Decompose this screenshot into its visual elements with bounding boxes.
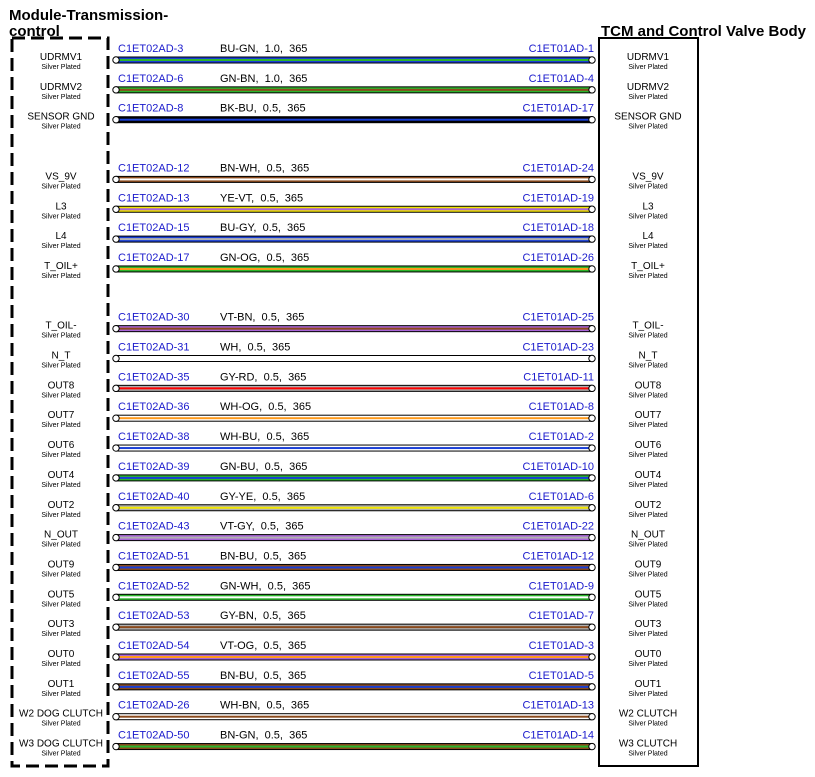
wire-spec: VT-GY, 0.5, 365 (220, 520, 304, 533)
wire (113, 401, 595, 422)
left-signal-name: UDRMV2 (39, 81, 83, 93)
left-signal-name: OUT0 (47, 649, 75, 660)
right-pin-label (628, 261, 667, 280)
right-terminal (589, 236, 595, 242)
right-signal-name: T_OIL- (632, 320, 664, 332)
wire (113, 431, 595, 452)
right-plating-note: Silver Plated (628, 541, 668, 549)
left-pin-id: C1ET02AD-40 (118, 490, 190, 503)
right-pin-label (619, 709, 677, 728)
left-pin-id: C1ET02AD-53 (118, 610, 190, 623)
left-signal-name: N_OUT (44, 529, 78, 541)
right-signal-name: N_OUT (631, 529, 665, 541)
right-plating-note: Silver Plated (628, 93, 668, 101)
right-module-title: TCM and Control Valve Body (600, 23, 806, 40)
right-pin-id: C1ET01AD-10 (522, 460, 594, 473)
left-terminal (113, 445, 119, 451)
wire-stripe-color (116, 417, 592, 419)
right-pin-label (628, 351, 667, 370)
right-terminal (589, 325, 595, 331)
wire-stripe-color (116, 238, 592, 240)
wire-spec: GN-BN, 1.0, 365 (220, 72, 308, 85)
left-pin-id: C1ET02AD-30 (118, 311, 190, 324)
right-plating-note: Silver Plated (628, 601, 668, 609)
left-pin-label (41, 589, 80, 608)
left-terminal (113, 385, 119, 391)
right-plating-note: Silver Plated (628, 392, 668, 400)
wire-stripe-color (116, 596, 592, 598)
right-plating-note: Silver Plated (628, 720, 668, 728)
wire-stripe-color (116, 686, 592, 688)
left-pin-label (41, 500, 80, 519)
wire-spec: BU-GN, 1.0, 365 (220, 43, 308, 55)
left-terminal (113, 654, 119, 660)
left-module-title-line1: Module-Transmission- (9, 7, 169, 24)
right-pin-id: C1ET01AD-13 (522, 699, 594, 712)
right-terminal (589, 624, 595, 630)
right-plating-note: Silver Plated (628, 64, 668, 71)
wire-stripe-color (116, 566, 592, 568)
left-plating-note: Silver Plated (41, 93, 81, 101)
left-signal-name: T_OIL+ (44, 260, 78, 272)
left-pin-id: C1ET02AD-13 (118, 192, 190, 205)
left-pin-label (41, 619, 80, 638)
right-pin-id: C1ET01AD-6 (528, 490, 594, 503)
left-pin-label (41, 440, 80, 459)
right-plating-note: Silver Plated (628, 422, 668, 430)
left-terminal (113, 534, 119, 540)
left-pin-id: C1ET02AD-15 (118, 222, 190, 235)
wire-spec: GN-BU, 0.5, 365 (220, 460, 308, 473)
right-pin-id: C1ET01AD-22 (522, 520, 594, 533)
left-terminal (113, 743, 119, 749)
left-pin-label (19, 709, 103, 728)
left-pin-label (41, 231, 80, 250)
right-pin-label (628, 589, 667, 608)
left-terminal (113, 87, 119, 93)
left-pin-id: C1ET02AD-43 (118, 520, 190, 533)
wire (113, 700, 595, 721)
right-terminal (589, 176, 595, 182)
right-pin-id: C1ET01AD-14 (522, 729, 594, 742)
left-terminal (113, 564, 119, 570)
right-terminal (589, 475, 595, 481)
left-terminal (113, 355, 119, 361)
wire (113, 43, 595, 64)
left-plating-note: Silver Plated (41, 661, 81, 668)
right-terminal (589, 594, 595, 600)
right-pin-label (628, 500, 667, 519)
left-plating-note: Silver Plated (41, 422, 81, 430)
right-signal-name: W2 CLUTCH (618, 708, 678, 720)
left-plating-note: Silver Plated (41, 720, 81, 728)
right-signal-name: UDRMV2 (626, 81, 670, 93)
right-terminal (589, 445, 595, 451)
right-pin-label (628, 470, 667, 489)
right-plating-note: Silver Plated (628, 452, 668, 460)
right-pin-label (628, 440, 667, 459)
right-pin-id: C1ET01AD-12 (522, 550, 594, 563)
right-plating-note: Silver Plated (628, 511, 668, 519)
wire-stripe-color (116, 716, 592, 718)
left-plating-note: Silver Plated (41, 631, 81, 639)
right-terminal (589, 206, 595, 212)
right-signal-name: T_OIL+ (631, 260, 665, 272)
wire (113, 192, 595, 213)
wire-spec: GN-WH, 0.5, 365 (220, 580, 311, 593)
wire-spec: YE-VT, 0.5, 365 (220, 192, 304, 205)
wire-spec: BN-BU, 0.5, 365 (220, 669, 307, 682)
left-pin-label (41, 679, 80, 698)
wire-stripe-color (116, 268, 592, 270)
left-terminal (113, 714, 119, 720)
left-pin-label (40, 52, 83, 71)
right-signal-name: UDRMV1 (626, 52, 670, 63)
right-signal-name: OUT7 (634, 410, 662, 422)
left-pin-label (41, 410, 80, 429)
right-pin-label (628, 171, 667, 190)
left-pin-id: C1ET02AD-17 (118, 251, 190, 264)
right-signal-name: VS_9V (632, 171, 664, 183)
right-pin-id: C1ET01AD-9 (528, 580, 594, 593)
wire-spec: WH-OG, 0.5, 365 (220, 401, 312, 414)
left-pin-id: C1ET02AD-52 (118, 580, 190, 593)
wire-spec: GN-OG, 0.5, 365 (220, 251, 310, 264)
wire-stripe-color (116, 746, 592, 748)
right-plating-note: Silver Plated (628, 332, 668, 340)
wire-spec: BK-BU, 0.5, 365 (220, 102, 306, 115)
left-signal-name: VS_9V (45, 171, 77, 183)
right-plating-note: Silver Plated (628, 481, 668, 489)
wire (113, 162, 595, 183)
wire-stripe-color (116, 387, 592, 389)
left-pin-id: C1ET02AD-36 (118, 401, 190, 414)
left-plating-note: Silver Plated (41, 362, 81, 370)
right-pin-id: C1ET01AD-5 (528, 669, 594, 682)
wire-spec: GY-BN, 0.5, 365 (220, 610, 306, 623)
right-pin-id: C1ET01AD-26 (522, 251, 594, 264)
wire-stripe-color (116, 89, 592, 91)
right-signal-name: N_T (638, 350, 658, 362)
left-terminal (113, 206, 119, 212)
wire-stripe-color (116, 119, 592, 121)
right-pin-id: C1ET01AD-8 (528, 401, 594, 414)
left-terminal (113, 594, 119, 600)
right-pin-label (628, 321, 667, 340)
left-pin-label (41, 470, 80, 489)
left-pin-id: C1ET02AD-54 (118, 640, 190, 652)
left-pin-label (41, 351, 80, 370)
right-terminal (589, 534, 595, 540)
wire-stripe-color (116, 626, 592, 628)
left-module-title-line2: control (9, 23, 60, 40)
left-signal-name: UDRMV1 (39, 52, 83, 63)
right-terminal (589, 415, 595, 421)
wire-stripe-color (116, 507, 592, 509)
right-pin-label (619, 739, 677, 758)
left-signal-name: L4 (55, 231, 67, 243)
left-plating-note: Silver Plated (41, 183, 81, 191)
right-pin-id: C1ET01AD-17 (522, 102, 594, 115)
right-plating-note: Silver Plated (628, 123, 668, 131)
left-terminal (113, 117, 119, 123)
wire (113, 521, 595, 542)
left-plating-note: Silver Plated (41, 64, 81, 71)
right-terminal (589, 564, 595, 570)
wire (113, 222, 595, 243)
right-pin-id: C1ET01AD-11 (523, 371, 594, 384)
wire-stripe-color (116, 208, 592, 210)
wire (113, 73, 595, 94)
left-terminal (113, 325, 119, 331)
right-terminal (589, 684, 595, 690)
left-signal-name: OUT5 (47, 589, 75, 601)
right-terminal (589, 87, 595, 93)
left-signal-name: OUT2 (47, 499, 75, 511)
right-pin-label (628, 201, 667, 220)
right-pin-id: C1ET01AD-7 (528, 610, 594, 623)
left-pin-label (41, 649, 80, 668)
right-pin-label (628, 380, 667, 399)
left-plating-note: Silver Plated (41, 123, 81, 131)
left-signal-name: W3 DOG CLUTCH (19, 738, 103, 750)
left-pin-id: C1ET02AD-39 (118, 460, 190, 473)
wire (113, 730, 595, 751)
right-signal-name: OUT5 (634, 589, 662, 601)
left-plating-note: Silver Plated (41, 541, 81, 549)
left-pin-label (41, 321, 80, 340)
right-plating-note: Silver Plated (628, 183, 668, 191)
right-plating-note: Silver Plated (628, 661, 668, 668)
left-pin-id: C1ET02AD-50 (118, 729, 190, 742)
left-plating-note: Silver Plated (41, 213, 81, 221)
right-plating-note: Silver Plated (628, 362, 668, 370)
wire-spec: BN-BU, 0.5, 365 (220, 550, 307, 563)
wire (113, 640, 595, 661)
wire-stripe-color (116, 477, 592, 479)
right-signal-name: OUT2 (634, 499, 662, 511)
right-plating-note: Silver Plated (628, 213, 668, 221)
right-pin-id: C1ET01AD-3 (528, 640, 594, 652)
left-terminal (113, 684, 119, 690)
wire-stripe-color (116, 178, 592, 180)
left-pin-label (27, 112, 94, 131)
left-terminal (113, 176, 119, 182)
right-signal-name: L3 (642, 201, 654, 213)
right-pin-id: C1ET01AD-4 (528, 72, 594, 85)
left-plating-note: Silver Plated (41, 481, 81, 489)
wire (113, 342, 595, 363)
left-pin-labels (19, 52, 103, 758)
right-terminal (589, 385, 595, 391)
right-pin-id: C1ET01AD-25 (522, 311, 594, 324)
left-signal-name: L3 (55, 201, 67, 213)
right-pin-id: C1ET01AD-18 (522, 222, 594, 235)
right-signal-name: OUT0 (634, 649, 662, 660)
right-plating-note: Silver Plated (628, 631, 668, 639)
left-pin-label (41, 201, 80, 220)
left-pin-id: C1ET02AD-35 (118, 371, 190, 384)
wire-base-color (116, 356, 592, 361)
left-pin-id: C1ET02AD-8 (118, 102, 184, 115)
wire-stripe-color (116, 447, 592, 449)
wire (113, 312, 595, 333)
wire (113, 491, 595, 512)
right-terminal (589, 743, 595, 749)
left-pin-label (41, 380, 80, 399)
wire-stripe-color (116, 328, 592, 330)
left-plating-note: Silver Plated (41, 690, 81, 698)
right-pin-label (628, 679, 667, 698)
wire-stripe-color (116, 537, 592, 539)
right-terminal (589, 355, 595, 361)
wire-spec: GY-YE, 0.5, 365 (220, 490, 306, 503)
left-signal-name: T_OIL- (45, 320, 77, 332)
wire-spec: WH-BU, 0.5, 365 (220, 431, 310, 444)
left-pin-label (19, 739, 103, 758)
right-pin-label (614, 112, 681, 131)
wire-spec: WH, 0.5, 365 (220, 341, 291, 354)
left-terminal (113, 236, 119, 242)
wire-spec: BU-GY, 0.5, 365 (220, 222, 306, 235)
right-pin-label (627, 52, 670, 71)
left-terminal (113, 415, 119, 421)
wire (113, 580, 595, 601)
left-plating-note: Silver Plated (41, 750, 81, 758)
left-signal-name: OUT7 (47, 410, 75, 422)
wire (113, 103, 595, 124)
wire-spec: GY-RD, 0.5, 365 (220, 371, 307, 384)
left-pin-label (41, 171, 80, 190)
wire-spec: BN-WH, 0.5, 365 (220, 162, 310, 175)
left-terminal (113, 57, 119, 63)
right-terminal (589, 266, 595, 272)
left-pin-label (41, 261, 80, 280)
right-pin-label (628, 410, 667, 429)
left-terminal (113, 505, 119, 511)
wire (113, 371, 595, 392)
right-signal-name: OUT1 (634, 678, 662, 690)
left-pin-id: C1ET02AD-26 (118, 699, 190, 712)
left-pin-label (40, 82, 83, 101)
left-signal-name: SENSOR GND (27, 111, 95, 123)
right-pin-label (628, 649, 667, 668)
wire (113, 461, 595, 482)
right-plating-note: Silver Plated (628, 571, 668, 579)
left-signal-name: OUT6 (47, 440, 75, 452)
left-plating-note: Silver Plated (41, 601, 81, 609)
left-signal-name: OUT9 (47, 559, 75, 571)
right-terminal (589, 714, 595, 720)
wire (113, 670, 595, 691)
right-plating-note: Silver Plated (628, 690, 668, 698)
left-pin-id: C1ET02AD-51 (118, 550, 190, 563)
right-terminal (589, 505, 595, 511)
right-plating-note: Silver Plated (628, 272, 668, 280)
left-plating-note: Silver Plated (41, 571, 81, 579)
left-signal-name: OUT8 (47, 380, 75, 392)
left-plating-note: Silver Plated (41, 452, 81, 460)
left-pin-id: C1ET02AD-31 (118, 341, 190, 354)
right-signal-name: SENSOR GND (614, 111, 682, 123)
right-signal-name: OUT6 (634, 440, 662, 452)
left-plating-note: Silver Plated (41, 511, 81, 519)
right-pin-label (628, 231, 667, 250)
left-signal-name: OUT4 (47, 469, 75, 481)
left-plating-note: Silver Plated (41, 272, 81, 280)
left-pin-id: C1ET02AD-55 (118, 669, 190, 682)
right-pin-id: C1ET01AD-19 (522, 192, 594, 205)
wire (113, 550, 595, 571)
left-pin-id: C1ET02AD-12 (118, 162, 190, 175)
left-pin-label (41, 530, 80, 549)
right-pin-label (628, 559, 667, 578)
left-plating-note: Silver Plated (41, 392, 81, 400)
right-signal-name: L4 (642, 231, 654, 243)
left-pin-id: C1ET02AD-6 (118, 72, 184, 85)
right-signal-name: OUT8 (634, 380, 662, 392)
wire-list (113, 43, 595, 750)
wire-spec: VT-BN, 0.5, 365 (220, 311, 305, 324)
right-signal-name: OUT3 (634, 619, 662, 631)
right-terminal (589, 117, 595, 123)
left-plating-note: Silver Plated (41, 243, 81, 251)
right-pin-labels (614, 52, 681, 758)
wire-stripe-color (116, 59, 592, 61)
left-terminal (113, 475, 119, 481)
wire-spec: WH-BN, 0.5, 365 (220, 699, 310, 712)
left-pin-label (41, 559, 80, 578)
right-pin-id: C1ET01AD-1 (528, 43, 594, 55)
right-terminal (589, 57, 595, 63)
left-terminal (113, 624, 119, 630)
right-pin-id: C1ET01AD-24 (522, 162, 594, 175)
left-signal-name: OUT1 (47, 678, 75, 690)
left-pin-id: C1ET02AD-3 (118, 43, 184, 55)
wire-spec: VT-OG, 0.5, 365 (220, 640, 307, 652)
right-pin-id: C1ET01AD-2 (528, 431, 594, 444)
wire (113, 610, 595, 631)
wire-spec: BN-GN, 0.5, 365 (220, 729, 308, 742)
left-plating-note: Silver Plated (41, 332, 81, 340)
right-pin-label (628, 619, 667, 638)
left-signal-name: W2 DOG CLUTCH (19, 708, 103, 720)
left-pin-id: C1ET02AD-38 (118, 431, 190, 444)
right-signal-name: OUT4 (634, 469, 662, 481)
right-signal-name: W3 CLUTCH (618, 738, 678, 750)
right-pin-id: C1ET01AD-23 (522, 341, 594, 354)
left-signal-name: OUT3 (47, 619, 75, 631)
right-plating-note: Silver Plated (628, 750, 668, 758)
right-pin-label (628, 530, 667, 549)
left-terminal (113, 266, 119, 272)
wire (113, 252, 595, 273)
right-signal-name: OUT9 (634, 559, 662, 571)
right-plating-note: Silver Plated (628, 243, 668, 251)
left-signal-name: N_T (51, 350, 71, 362)
wire-stripe-color (116, 656, 592, 658)
right-terminal (589, 654, 595, 660)
right-pin-label (627, 82, 670, 101)
